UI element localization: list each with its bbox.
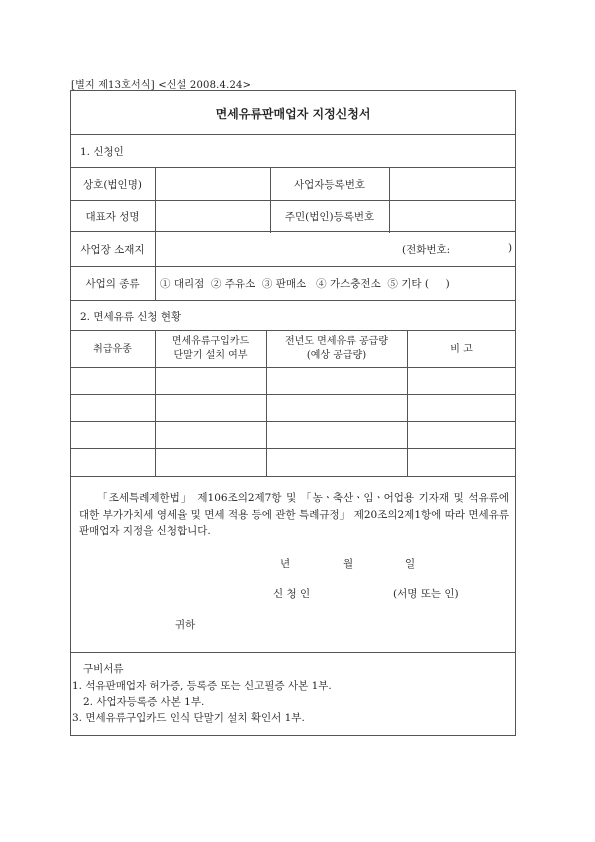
resident-reg-no-label: 주민(법인)등록번호 [284, 211, 375, 223]
column-header-supply-volume-line2: (예상 공급량) [306, 350, 367, 361]
divider [70, 394, 516, 395]
column-header-fuel-type: 취급유종 [93, 344, 132, 355]
column-header-card-terminal: 면세유류구입카드 [171, 336, 250, 347]
divider [155, 167, 156, 300]
divider [70, 652, 516, 653]
page-title: 면세유류판매업자 지정신청서 [215, 107, 371, 121]
address-label: 사업장 소재지 [80, 244, 145, 256]
date-year-label: 년 [280, 558, 291, 570]
business-type-options: ① 대리점 ② 주유소 ③ 판매소 ④ 가스충전소 ⑤ 기타 ( ) [160, 278, 450, 290]
attachment-item: 1. 석유판매업자 허가증, 등록증 또는 신고필증 사본 1부. [72, 680, 332, 692]
divider [70, 448, 516, 449]
divider [70, 266, 516, 267]
divider [70, 200, 516, 201]
attachment-item: 2. 사업자등록증 사본 1부. [83, 696, 205, 708]
date-day-label: 일 [405, 558, 416, 570]
applicant-label: 신 청 인 [273, 588, 311, 600]
business-type-label: 사업의 종류 [85, 278, 140, 290]
divider [70, 367, 516, 368]
signature-label: (서명 또는 인) [393, 588, 459, 600]
attachment-item: 3. 면세유류구입카드 인식 단말기 설치 확인서 1부. [72, 712, 305, 724]
divider [70, 231, 516, 232]
column-header-card-terminal-line2: 단말기 설치 여부 [173, 350, 248, 361]
divider [389, 167, 390, 233]
business-reg-no-label: 사업자등록번호 [293, 179, 365, 191]
representative-label: 대표자 성명 [85, 211, 140, 223]
divider [70, 330, 516, 331]
divider [70, 300, 516, 301]
column-header-remarks: 비 고 [450, 344, 473, 355]
form-number-note: [별지 제13호서식] <신설 2008.4.24> [71, 80, 252, 91]
column-header-supply-volume: 전년도 면세유류 공급량 [285, 336, 388, 347]
phone-label: (전화번호: [402, 244, 451, 256]
application-statement: 「조세특례제한법」 제106조의2제7항 및 「농ㆍ축산ㆍ임ㆍ어업용 기자재 및 석유류에 대한 부가가치세 영세율 및 면세 적용 등에 관한 특례규정」 제20조의2제1항에 따라 면세유류판매업자 지정을 신청합니다. [79, 492, 509, 537]
section-heading-applicant: 1. 신청인 [80, 146, 124, 158]
date-month-label: 월 [343, 558, 354, 570]
trade-name-label: 상호(법인명) [83, 179, 142, 191]
divider [70, 134, 516, 135]
divider [70, 476, 516, 477]
section-heading-fuel-status: 2. 면세유류 신청 현황 [80, 311, 182, 323]
divider [70, 421, 516, 422]
divider [70, 167, 516, 168]
attachments-heading: 구비서류 [83, 663, 124, 675]
addressee-label: 귀하 [175, 619, 196, 631]
phone-close: ) [508, 242, 513, 254]
